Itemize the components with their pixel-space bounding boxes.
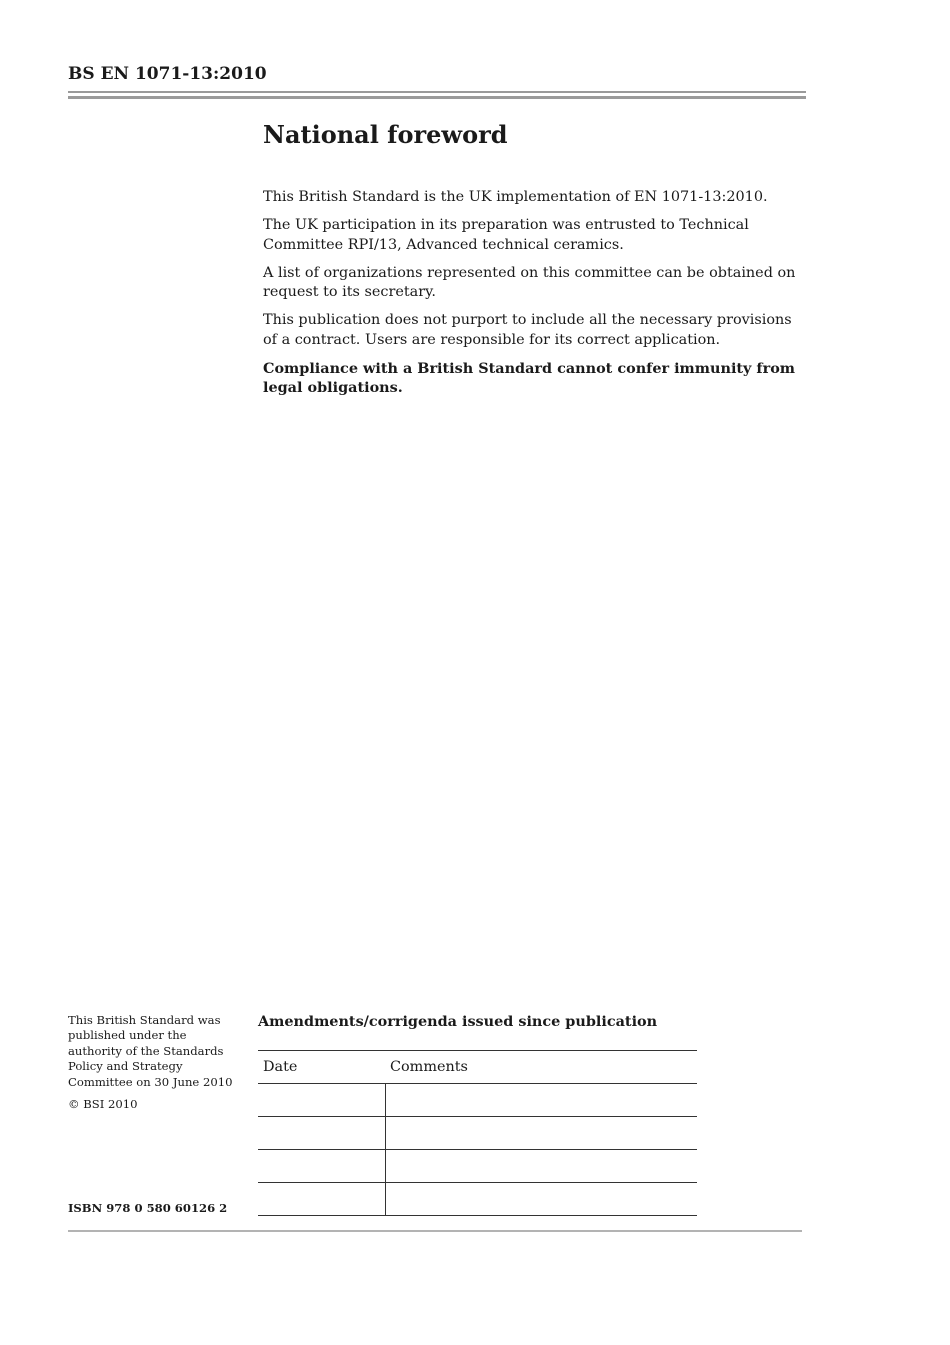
comments-cell — [385, 1117, 697, 1150]
amendments-title: Amendments/corrigenda issued since publication — [258, 1013, 658, 1030]
table-row — [258, 1117, 697, 1150]
amendments-table — [258, 1050, 697, 1216]
column-header-comments: Comments — [385, 1051, 697, 1084]
isbn: ISBN 978 0 580 60126 2 — [68, 1201, 228, 1215]
foreword-paragraph: A list of organizations represented on this committee can be obtained on request to its secretary. — [263, 264, 796, 300]
column-header-date: Date — [258, 1051, 385, 1084]
header-rule-line — [68, 91, 806, 93]
table-header-row — [258, 1051, 697, 1084]
table-row — [258, 1183, 697, 1216]
date-cell — [258, 1183, 385, 1216]
foreword-paragraph: This British Standard is the UK implementation of EN 1071-13:2010. — [263, 189, 768, 205]
copyright-notice: © BSI 2010 — [68, 1097, 138, 1112]
date-cell — [258, 1084, 385, 1117]
compliance-statement: Compliance with a British Standard cannot confer immunity from legal obligations. — [263, 359, 796, 396]
publication-note — [68, 1013, 238, 1119]
table-row — [258, 1084, 697, 1117]
publication-authority-note: This British Standard was published under the authority of the Standards Policy and Strategy Committee on 30 June 2010 — [68, 1013, 233, 1089]
date-cell — [258, 1150, 385, 1183]
footer-rule — [68, 1230, 802, 1232]
standard-id: BS EN 1071-13:2010 — [68, 64, 267, 84]
foreword-paragraph: This publication does not purport to include all the necessary provisions of a contract. Users are responsible for its correct application. — [263, 312, 792, 348]
comments-cell — [385, 1084, 697, 1117]
table-row — [258, 1150, 697, 1183]
header-rule-line — [68, 96, 806, 99]
date-cell — [258, 1117, 385, 1150]
comments-cell — [385, 1183, 697, 1216]
foreword-body — [263, 188, 808, 406]
foreword-paragraph: The UK participation in its preparation was entrusted to Technical Committee RPI/13, Advanced technical ceramics. — [263, 217, 749, 253]
comments-cell — [385, 1150, 697, 1183]
header-rule — [68, 91, 806, 99]
page-title: National foreword — [263, 120, 508, 149]
